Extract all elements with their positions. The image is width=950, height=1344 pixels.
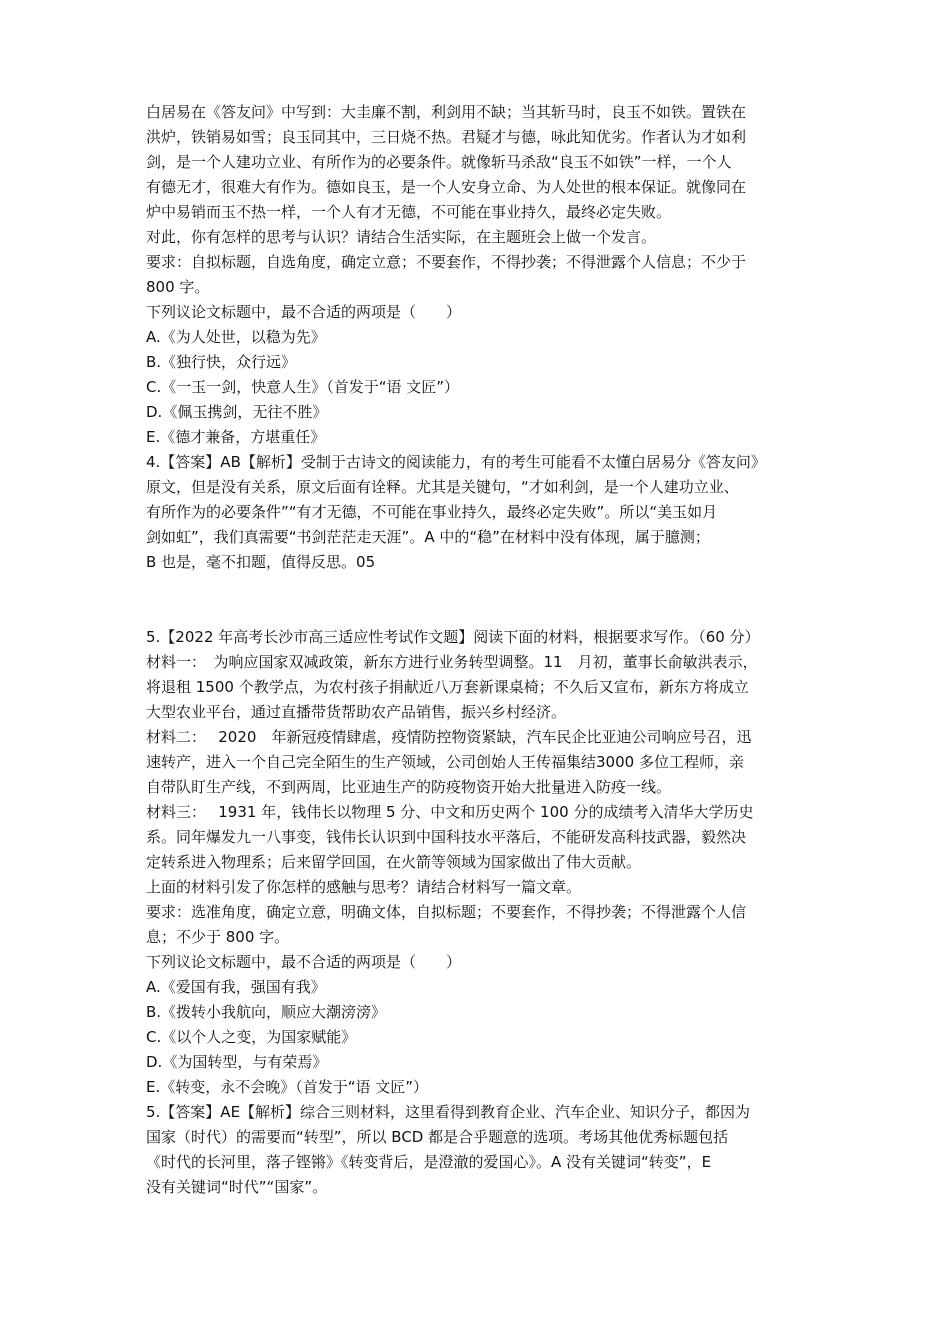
option-e: E.《德才兼备，方堪重任》 — [146, 428, 326, 446]
option-c: C.《一玉一剑，快意人生》（首发于“语 文匠”） — [146, 378, 460, 396]
text-line: 材料三： 1931 年，钱伟长以物理 5 分、中文和历史两个 100 分的成绩考入清华大学历史 — [146, 803, 754, 821]
question-4-answer — [146, 450, 822, 575]
text-line: 《时代的长河里，落子铿锵》《转变背后，是澄澈的爱国心》。A 没有关键词“转变”，E — [146, 1153, 712, 1171]
question-5-options — [146, 975, 822, 1100]
text-line: B 也是，毫不扣题，值得反思。05 — [146, 553, 376, 571]
text-line: 剑，是一个人建功立业、有所作为的必要条件。就像斩马杀敌“良玉不如铁”一样，一个人 — [146, 153, 732, 171]
question-5-answer — [146, 1100, 822, 1200]
option-d: D.《佩玉携剑，无往不胜》 — [146, 403, 328, 421]
document-page — [146, 100, 822, 1200]
question-5-material — [146, 625, 822, 950]
text-line: 4.【答案】AB【解析】受制于古诗文的阅读能力，有的考生可能看不太懂白居易分《答友问》 — [146, 453, 766, 471]
text-line: 洪炉，铁销易如雪；良玉同其中，三日烧不热。君疑才与德，咏此知优劣。作者认为才如利 — [146, 128, 747, 146]
text-line: 有所作为的必要条件”“有才无德，不可能在事业持久，最终必定失败”。所以“美玉如月 — [146, 503, 718, 521]
text-line: 上面的材料引发了你怎样的感触与思考？请结合材料写一篇文章。 — [146, 878, 582, 896]
text-line: 原文，但是没有关系，原文后面有诠释。尤其是关键句，“才如利剑，是一个人建功立业、 — [146, 478, 739, 496]
question-4-prompt: 下列议论文标题中，最不合适的两项是（ ） — [146, 303, 462, 321]
text-line: 系。同年爆发九一八事变，钱伟长认识到中国科技水平落后，不能研发高科技武器，毅然决 — [146, 828, 747, 846]
text-line: 速转产，进入一个自己完全陌生的生产领域，公司创始人王传福集结3000 多位工程师，亲 — [146, 753, 744, 771]
option-c: C.《以个人之变，为国家赋能》 — [146, 1028, 357, 1046]
text-line: 定转系进入物理系；后来留学回国，在火箭等领域为国家做出了伟大贡献。 — [146, 853, 642, 871]
text-line: 5.【答案】AE【解析】综合三则材料，这里看得到教育企业、汽车企业、知识分子，都因为 — [146, 1103, 751, 1121]
text-line: 800 字。 — [146, 278, 210, 296]
text-line: 材料二： 2020 年新冠疫情肆虐，疫情防控物资紧缺，汽车民企比亚迪公司响应号召，迅 — [146, 728, 752, 746]
question-4-options — [146, 325, 822, 450]
option-a: A.《为人处世，以稳为先》 — [146, 328, 326, 346]
option-b: B.《拨转小我航向，顺应大潮滂滂》 — [146, 1003, 387, 1021]
text-line: 息；不少于 800 字。 — [146, 928, 290, 946]
section-gap — [146, 575, 822, 625]
text-line: 要求：自拟标题，自选角度，确定立意；不要套作，不得抄袭；不得泄露个人信息；不少于 — [146, 253, 747, 271]
option-e: E.《转变，永不会晚》（首发于“语 文匠”） — [146, 1078, 429, 1096]
text-line: 材料一： 为响应国家双减政策，新东方进行业务转型调整。11 月初，董事长俞敏洪表示， — [146, 653, 758, 671]
question-4-material — [146, 100, 822, 300]
text-line: 自带队盯生产线，不到两周，比亚迪生产的防疫物资开始大批量进入防疫一线。 — [146, 778, 672, 796]
option-b: B.《独行快，众行远》 — [146, 353, 297, 371]
text-line: 炉中易销而玉不热一样，一个人有才无德，不可能在事业持久，最终必定失败。 — [146, 203, 672, 221]
text-line: 要求：选准角度，确定立意，明确文体，自拟标题；不要套作，不得抄袭；不得泄露个人信 — [146, 903, 747, 921]
text-line: 有德无才，很难大有作为。德如良玉，是一个人安身立命、为人处世的根本保证。就像同在 — [146, 178, 747, 196]
option-a: A.《爱国有我，强国有我》 — [146, 978, 326, 996]
text-line: 大型农业平台，通过直播带货帮助农产品销售，振兴乡村经济。 — [146, 703, 567, 721]
text-line: 剑如虹”，我们真需要“书剑茫茫走天涯”。A 中的“稳”在材料中没有体现，属于臆测； — [146, 528, 710, 546]
text-line: 将退租 1500 个教学点，为农村孩子捐献近八万套新课桌椅；不久后又宣布，新东方将成立 — [146, 678, 749, 696]
question-5-prompt: 下列议论文标题中，最不合适的两项是（ ） — [146, 953, 462, 971]
text-line: 国家（时代）的需要而“转型”，所以 BCD 都是合乎题意的选项。考场其他优秀标题包括 — [146, 1128, 729, 1146]
text-line: 白居易在《答友问》中写到：大圭廉不割，利剑用不缺；当其斩马时，良玉不如铁。置铁在 — [146, 103, 747, 121]
text-line: 没有关键词“时代”“国家”。 — [146, 1178, 328, 1196]
text-line: 对此，你有怎样的思考与认识？请结合生活实际，在主题班会上做一个发言。 — [146, 228, 657, 246]
text-line: 5.【2022 年高考长沙市高三适应性考试作文题】阅读下面的材料，根据要求写作。（60 分） — [146, 628, 760, 646]
option-d: D.《为国转型，与有荣焉》 — [146, 1053, 328, 1071]
